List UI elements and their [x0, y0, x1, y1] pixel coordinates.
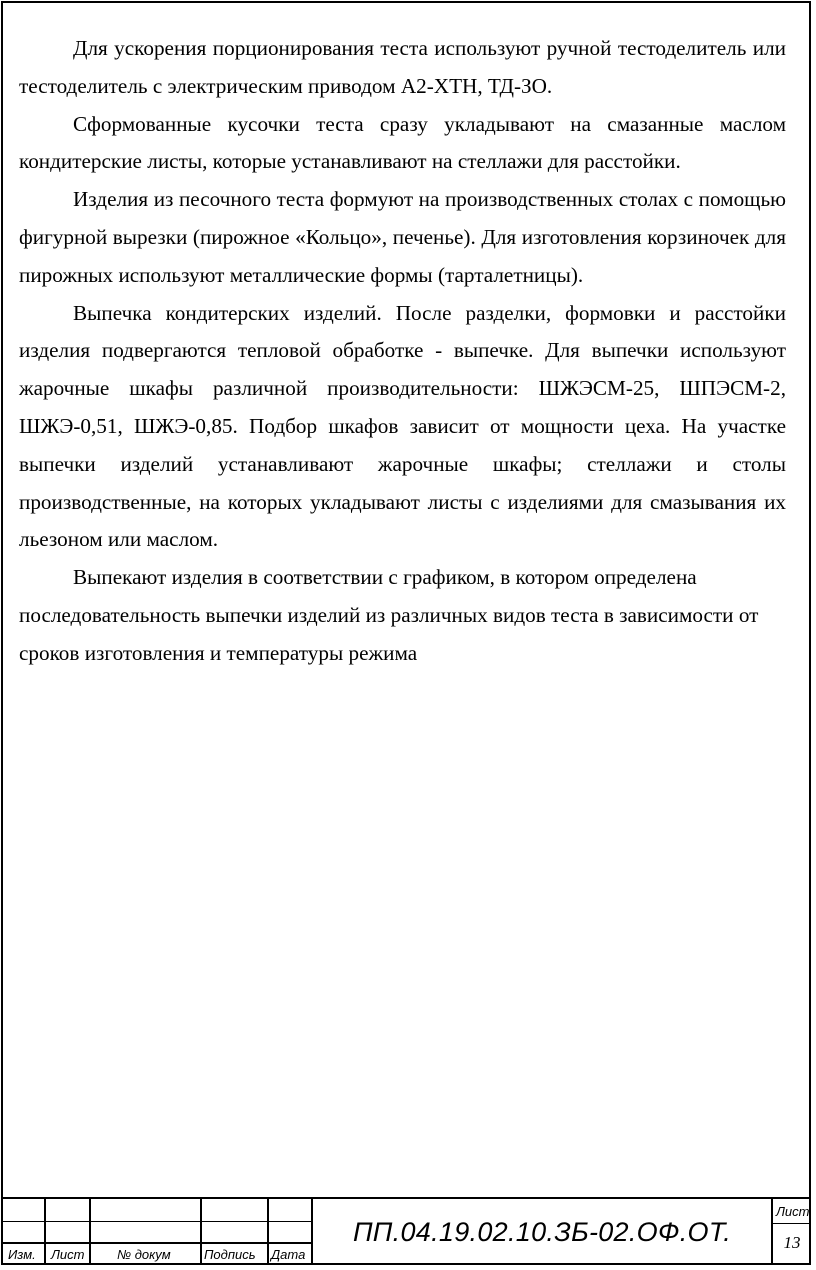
label-change: Изм. — [8, 1247, 36, 1262]
sheet-box-label: Лист — [776, 1204, 810, 1219]
stamp-divider — [89, 1199, 91, 1265]
stamp-divider — [44, 1199, 46, 1265]
document-body — [19, 30, 786, 673]
paragraph-5: Выпекают изделия в соответствии с графиком, в котором определена последовательность выпечки изделий из различных видов теста в зависимости от сроков изготовления и температуры режима — [19, 565, 759, 665]
stamp-divider — [200, 1199, 202, 1265]
stamp-divider — [267, 1199, 269, 1265]
paragraph-3: Изделия из песочного теста формуют на производственных столах с помощью фигурной вырезки (пирожное «Кольцо», печенье). Для изготовления корзиночек для пирожных используют металлические формы (тарталетницы). — [19, 187, 786, 287]
label-sheet: Лист — [51, 1247, 85, 1262]
sheet-box-line — [771, 1223, 811, 1224]
label-signature: Подпись — [204, 1247, 256, 1262]
document-code: ПП.04.19.02.10.ЗБ-02.ОФ.ОТ. — [352, 1217, 732, 1247]
title-block-stamp — [1, 1197, 811, 1265]
stamp-divider — [771, 1199, 773, 1265]
label-doc-number: № докум — [117, 1247, 171, 1262]
paragraph-1: Для ускорения порционирования теста используют ручной тестоделитель или тестоделитель с электрическим приводом А2-ХТН, ТД-ЗО. — [19, 36, 786, 98]
paragraph-2: Сформованные кусочки теста сразу укладывают на смазанные маслом кондитерские листы, которые устанавливают на стеллажи для расстойки. — [19, 111, 786, 174]
stamp-row-line — [1, 1242, 311, 1244]
stamp-row-line — [1, 1221, 311, 1222]
label-date: Дата — [271, 1247, 306, 1262]
sheet-number: 13 — [783, 1233, 801, 1252]
paragraph-4: Выпечка кондитерских изделий. После разделки, формовки и расстойки изделия подвергаются тепловой обработке - выпечке. Для выпечки используют жарочные шкафы различной производительности: ШЖЭСМ-25, ШПЭСМ-2, ШЖЭ-0,51, ШЖЭ-0,85. Подбор шкафов зависит от мощности цеха. На участке выпечки изделий устанавливают жарочные шкафы; стеллажи и столы производственные, на которых укладывают листы с изделиями для смазывания их льезоном или маслом. — [19, 300, 786, 552]
